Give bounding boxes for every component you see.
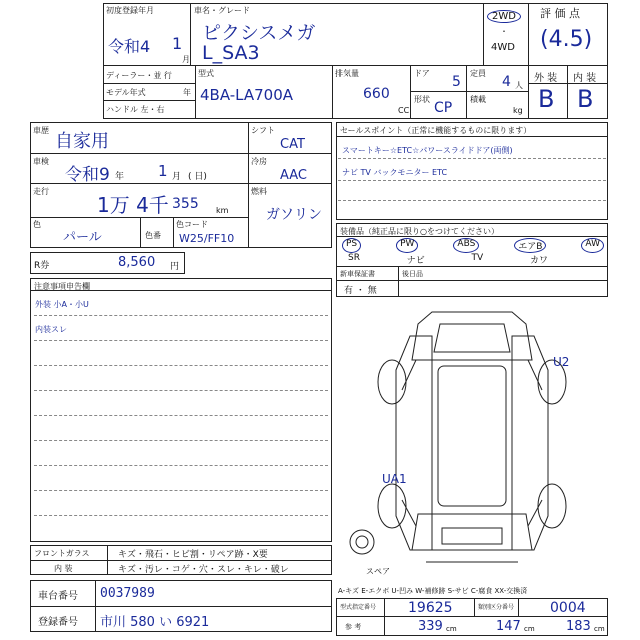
capacity-value: 4 — [502, 74, 511, 90]
plate-value: 市川 580 い 6921 — [100, 615, 210, 630]
ref-label: 参 考 — [345, 623, 362, 631]
spare-label: スペア — [366, 567, 390, 576]
front-glass-label: フロントガラス — [34, 549, 90, 558]
later-items-label: 後日品 — [402, 270, 423, 278]
model-cert-value: 19625 — [408, 600, 453, 616]
drive-dot: ・ — [500, 27, 508, 36]
equip-aw: AW — [581, 238, 604, 253]
capacity-label: 定員 — [470, 69, 486, 78]
plate-label: 登録番号 — [38, 617, 78, 628]
chassis-label: 車台番号 — [38, 591, 78, 602]
color-label: 色 — [33, 220, 41, 229]
inspection-day: ( 日) — [188, 172, 207, 182]
equipment-row-2 — [348, 253, 548, 266]
sales-title: セールスポイント（正常に機能するものに限ります） — [340, 126, 532, 135]
inspection-month: 1 — [158, 162, 168, 180]
model-cert-label: 型式指定番号 — [340, 604, 377, 611]
color-code: W25/FF10 — [179, 232, 235, 245]
displacement-value: 660 — [363, 86, 390, 102]
class-no-value: 0004 — [550, 600, 586, 616]
inspection-label: 車検 — [33, 157, 49, 166]
sales-line-2: ナビ TV バックモニター ETC — [342, 168, 448, 177]
ref-c-unit: cm — [594, 625, 605, 633]
ref-a-value: 339 — [418, 619, 443, 634]
mark-ua1: UA1 — [382, 472, 407, 486]
fuel-value: ガソリン — [266, 207, 322, 223]
exterior-grade: B — [538, 85, 555, 113]
first-reg-era: 令和4 — [108, 37, 151, 56]
model-year-unit: 年 — [183, 88, 191, 97]
shape-value: CP — [434, 100, 453, 116]
drive-4wd: 4WD — [491, 42, 515, 53]
color-value: パール — [63, 230, 102, 245]
notes-title: 注意事項申告欄 — [34, 282, 90, 291]
equip-pw: PW — [396, 238, 418, 253]
equip-abs: ABS — [453, 238, 479, 253]
equip-sr: SR — [348, 253, 360, 263]
mileage-sub: 355 — [172, 196, 199, 212]
front-glass-value: キズ・飛石・ヒビ割・リペア跡・X要 — [118, 550, 268, 560]
katashiki-value: 4BA-LA700A — [200, 86, 294, 104]
equip-leather: カワ — [529, 256, 548, 266]
aircon-value: AAC — [280, 168, 307, 183]
capacity-unit: 人 — [515, 81, 523, 90]
inspection-month-unit: 月 — [172, 172, 182, 182]
handle-label: ハンドル 左・右 — [106, 105, 165, 114]
rating-value: (4.5) — [540, 27, 593, 52]
class-no-label: 類別区分番号 — [478, 604, 515, 611]
car-name: ピクシスメガ — [202, 22, 316, 44]
ref-b-unit: cm — [524, 625, 535, 633]
ref-c-value: 183 — [566, 619, 591, 634]
legend-text: A-キズ E-エクボ U-凹み W-補修跡 S-サビ C-腐食 XX-交換済 — [338, 587, 528, 595]
sales-line-1: スマートキー☆ETC☆パワースライドドア(両側) — [342, 146, 513, 155]
ref-b-value: 147 — [496, 619, 521, 634]
header-block — [103, 3, 608, 119]
shape-label: 形状 — [414, 95, 430, 104]
equip-ps: PS — [342, 238, 361, 253]
interior-grade: B — [577, 85, 594, 113]
color-no-label: 色番 — [145, 231, 161, 240]
km-unit: km — [216, 206, 229, 215]
inspection-year-unit: 年 — [115, 172, 125, 182]
car-grade: L_SA3 — [202, 42, 260, 64]
mileage-label: 走行 — [33, 187, 49, 196]
notes-line-2: 内装スレ — [35, 325, 67, 334]
mark-u2: U2 — [553, 355, 570, 369]
recycle-value: 8,560 — [118, 255, 156, 270]
ref-a-unit: cm — [446, 625, 457, 633]
chassis-value: 0037989 — [100, 586, 155, 601]
color-code-label: 色コード — [176, 220, 208, 229]
fuel-label: 燃料 — [251, 187, 267, 196]
interior-cond-label: 内 装 — [54, 564, 73, 573]
door-label: ドア — [414, 69, 430, 78]
equip-airbag: エアB — [514, 238, 546, 253]
model-year-label: モデル年式 — [106, 88, 146, 97]
use-value: 自家用 — [55, 131, 109, 152]
drive-2wd-circled: 2WD — [487, 10, 521, 23]
katashiki-label: 型式 — [198, 69, 214, 78]
car-name-label: 車名・グレード — [194, 6, 250, 15]
equip-navi: ナビ — [406, 256, 425, 266]
displacement-label: 排気量 — [335, 69, 359, 78]
aircon-label: 冷房 — [251, 157, 267, 166]
notes-line-1: 外装 小A・小U — [35, 300, 89, 309]
equipment-title: 装備品（純正品に限り○をつけてください） — [340, 227, 499, 236]
warranty-value: 有 ・ 無 — [344, 286, 377, 296]
warranty-label: 新車保証書 — [340, 270, 375, 278]
equip-tv: TV — [471, 253, 484, 263]
first-reg-month: 1 — [172, 34, 183, 53]
car-diagram — [336, 300, 608, 582]
inspection-era: 令和9 — [65, 165, 110, 185]
notes-block — [30, 278, 332, 542]
shift-value: CAT — [280, 137, 305, 152]
cc-unit: CC — [398, 106, 410, 115]
yen-unit: 円 — [170, 262, 180, 272]
equipment-row-1 — [342, 238, 604, 253]
door-value: 5 — [452, 74, 461, 90]
mileage-value: 1万 4千 — [97, 193, 169, 217]
recycle-label: R券 — [34, 261, 50, 271]
first-reg-month-unit: 月 — [182, 55, 190, 64]
kg-unit: kg — [513, 106, 523, 115]
use-label: 車歴 — [33, 126, 49, 135]
load-label: 積載 — [470, 95, 486, 104]
dealer-label: ディーラー・並 行 — [106, 71, 172, 80]
first-reg-label: 初度登録年月 — [106, 6, 154, 15]
interior-grade-label: 内 装 — [573, 73, 597, 84]
exterior-grade-label: 外 装 — [534, 73, 558, 84]
rating-label: 評 価 点 — [540, 7, 580, 20]
shift-label: シフト — [251, 126, 275, 135]
interior-cond-value: キズ・汚レ・コゲ・穴・スレ・キレ・破レ — [118, 565, 289, 575]
recycle-block — [30, 252, 185, 274]
